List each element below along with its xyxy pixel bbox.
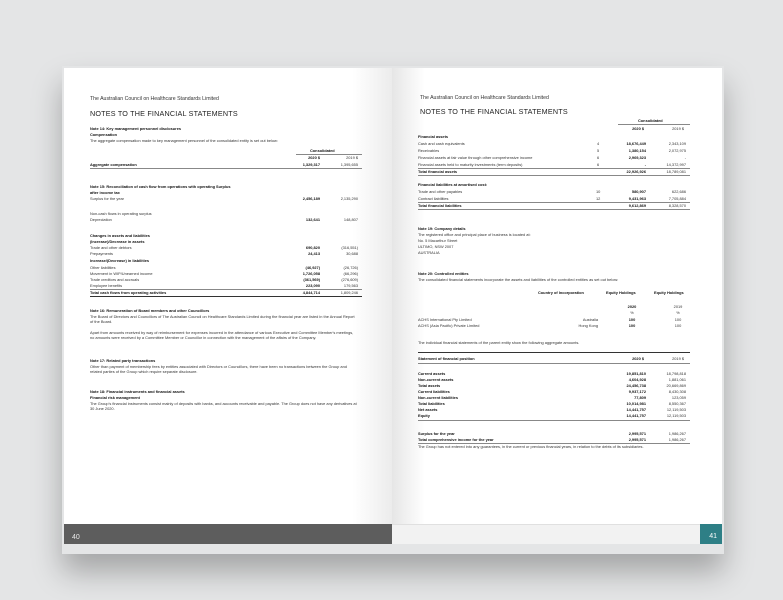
note14-y2020: 2020 $: [308, 155, 320, 160]
table-row-2020: -: [644, 162, 646, 167]
page-heading-left: NOTES TO THE FINANCIAL STATEMENTS: [90, 109, 238, 118]
org-name-left: The Australian Council on Healthcare Standards Limited: [90, 96, 219, 102]
table-row-label: Financial assets at fair value through other comprehensive income: [418, 155, 533, 160]
note14-sub: Compensation: [90, 132, 118, 137]
table-row-2020: 4,604,928: [628, 377, 646, 382]
table-row-label: Equity: [418, 413, 430, 418]
table-row-2020: 77,809: [634, 395, 646, 400]
table-row-2020: 24,456,738: [626, 383, 646, 388]
table-row-2019: 1,809,246: [340, 290, 358, 295]
table-row-2020: 18,676,449: [626, 141, 646, 146]
table-row-2020: 690,820: [305, 245, 320, 250]
table-row-2020: 2,969,323: [628, 155, 646, 160]
table-row-2019: 1,986,267: [668, 431, 686, 436]
note14-title: Note 14: Key management personnel disclosures: [90, 126, 182, 131]
divider: [90, 168, 362, 169]
controlled-entity-2019: 100: [674, 323, 682, 328]
note19-title: Note 19: Company details: [418, 226, 466, 231]
table-row-2020: 4,844,714: [302, 290, 320, 295]
table-row-2019: 1,986,267: [668, 437, 686, 442]
table-row-2019: -: [684, 155, 686, 160]
position-y2020: 2020 $: [632, 356, 644, 361]
table-row-2020: 9,612,869: [628, 203, 646, 208]
parent-entity-text: The individual financial statements of the parent entity show the following aggregate amounts.: [418, 340, 580, 345]
note20-col-eq-2019: Equity Holdings: [654, 290, 684, 295]
position-footer-text: The Group has not entered into any guarantees, in the current or previous financial years, in relation to the debts of its subsidiaries.: [418, 444, 644, 449]
table-row-2019: (26,726): [343, 265, 358, 270]
note17-p1: Other than payment of membership fees by entities associated with Directors or Councillors, there have been no transactions between the Group and related parties of the Group which require separate disclosure.: [90, 364, 347, 374]
table-row-2019: 8,328,570: [668, 203, 686, 208]
table-row-2020: 22,926,926: [626, 169, 646, 174]
divider: [418, 420, 690, 421]
table-row-2019: 18,798,818: [666, 371, 686, 376]
controlled-entity-2020: 100: [628, 317, 636, 322]
table-row-label: Current liabilities: [418, 389, 450, 394]
table-row-note: 6: [597, 162, 600, 167]
controlled-entity-country: Australia: [582, 317, 598, 322]
divider: [418, 175, 690, 176]
table-row-2019: 18,789,081: [666, 169, 686, 174]
note14-row-2019: 1,395,655: [340, 162, 358, 167]
table-row-2020: 9,431,963: [628, 196, 646, 201]
table-row-label: Depreciation: [90, 217, 112, 222]
table-row-label: Trade creditors and accruals: [90, 277, 140, 282]
controlled-entity-2020: 100: [628, 323, 636, 328]
divider: [90, 296, 362, 297]
table-row-label: Contract liabilities: [418, 196, 449, 201]
table-row-label: Employee benefits: [90, 283, 123, 288]
table-row-label: Movement in WIP/Unearned income: [90, 271, 153, 276]
table-row-label: Surplus for the year: [418, 431, 455, 436]
page-heading-right: NOTES TO THE FINANCIAL STATEMENTS: [420, 107, 568, 116]
table-row-2019: 14,372,997: [666, 162, 686, 167]
table-row-2019: 179,563: [343, 283, 358, 288]
note16-p1: The Board of Directors and Councillors of The Australian Council on Healthcare Standards Limited during the financial year are listed in the Annual Report of the Board.: [90, 314, 355, 324]
table-row-note: 5: [597, 148, 600, 153]
table-row-label: Other liabilities: [90, 265, 116, 270]
table-row-2019: 7,705,884: [668, 196, 686, 201]
position-title: Statement of financial position: [418, 356, 475, 361]
note19-line: ULTIMO, NSW 2007: [418, 244, 454, 249]
note18-sub: Financial risk management: [90, 395, 140, 400]
controlled-entity-name: ACHS (Asia Pacific) Private Limited: [418, 323, 480, 328]
note20-col-country: Country of Incorporation: [538, 290, 584, 295]
table-row-2019: (276,609): [341, 277, 358, 282]
right-page: [392, 68, 722, 544]
note20-y2019: 2019: [673, 304, 683, 309]
table-row-2020: (46,927): [305, 265, 320, 270]
fin-assets-title: Financial assets: [418, 134, 449, 139]
table-row-2020: 1,380,154: [628, 148, 646, 153]
table-row-2019: 622,686: [671, 189, 686, 194]
note20-title: Note 20: Controlled entities: [418, 271, 469, 276]
table-row-label: Increase/(Decrease) in liabilities: [90, 258, 150, 263]
table-row-2020: 19,851,810: [626, 371, 646, 376]
table-row-label: Total cash flows from operating activities: [90, 290, 167, 295]
divider: [418, 209, 690, 210]
footer-band-left: [64, 524, 392, 544]
table-row-2019: 1,881,061: [668, 377, 686, 382]
table-row-2019: 148,807: [343, 217, 358, 222]
controlled-entity-country: Hong Kong: [578, 323, 598, 328]
note20-pct: %: [630, 310, 634, 315]
note14-row-label: Aggregate compensation: [90, 162, 137, 167]
table-row-label: Receivables: [418, 148, 440, 153]
table-row-2019: 8,430,308: [668, 389, 686, 394]
table-row-2020: 2,995,571: [628, 431, 646, 436]
table-row-label: Non-current assets: [418, 377, 454, 382]
note16-title: Note 16: Remuneration of Board members and other Councillors: [90, 308, 210, 313]
note20-col-eq-2020: Equity Holdings: [606, 290, 636, 295]
table-row-2020: 14,441,757: [626, 407, 646, 412]
note20-y2020: 2020: [627, 304, 637, 309]
org-name-right: The Australian Council on Healthcare Standards Limited: [420, 95, 549, 101]
table-row-2019: 2,072,975: [668, 148, 686, 153]
table-row-label: Cash and cash equivalents: [418, 141, 465, 146]
table-row-label: (Increase)/Decrease in assets: [90, 239, 145, 244]
table-row-2019: (316,551): [341, 245, 358, 250]
table-row-label: Total comprehensive income for the year: [418, 437, 494, 442]
table-row-2020: 1,726,058: [302, 271, 320, 276]
page-number-tab: [700, 524, 722, 544]
note18-p1: The Group's financial instruments consist mainly of deposits with banks, and accounts receivable and payable. The Group does not have any derivatives at 30 June 2020.: [90, 401, 357, 411]
page-number-right: 41: [709, 533, 717, 540]
table-row-note: 12: [596, 196, 601, 201]
note18-title: Note 18: Financial instruments and financial assets: [90, 389, 185, 394]
table-row-2019: 123,059: [671, 395, 686, 400]
table-row-2020: 10,014,981: [626, 401, 646, 406]
table-row-2020: 223,090: [305, 283, 320, 288]
note15-title2: after income tax: [90, 190, 120, 195]
note19-line: No. 5 Macarthur Street: [418, 238, 458, 243]
divider: [418, 363, 690, 364]
note14-y2019: 2019 $: [346, 155, 358, 160]
table-row-label: Surplus for the year: [90, 196, 124, 201]
table-row-2020: 2,456,189: [302, 196, 320, 201]
footer-band-right: [392, 524, 722, 544]
table-row-label: Total financial liabilities: [418, 203, 462, 208]
table-row-2020: 14,441,757: [626, 413, 646, 418]
table-row-2019: 30,688: [346, 251, 358, 256]
controlled-entity-2019: 100: [674, 317, 682, 322]
table-row-2020: (361,569): [303, 277, 320, 282]
table-row-2019: 12,119,503: [666, 413, 686, 418]
note14-text: The aggregate compensation made to key management personnel of the consolidated entity is set out below:: [90, 138, 278, 143]
table-row-label: Total liabilities: [418, 401, 445, 406]
table-row-2020: 9,937,172: [628, 389, 646, 394]
table-row-note: 10: [596, 189, 601, 194]
table-row-2019: 12,119,503: [666, 407, 686, 412]
table-row-2019: (66,296): [343, 271, 358, 276]
table-row-2019: 8,550,367: [668, 401, 686, 406]
table-row-label: Current assets: [418, 371, 446, 376]
table-row-2020: 2,995,571: [628, 437, 646, 442]
table-row-2019: 20,669,869: [666, 383, 686, 388]
y2019-label: 2019 $: [672, 126, 684, 131]
fin-liab-title: Financial liabilities at amortised cost:: [418, 182, 488, 187]
table-row-label: Financial assets held to maturity investments (term deposits): [418, 162, 523, 167]
table-row-label: Trade and other payables: [418, 189, 463, 194]
table-row-label: Total financial assets: [418, 169, 458, 174]
table-row-label: Total assets: [418, 383, 441, 388]
note16-p2: Apart from amounts received by way of reimbursement for expenses incurred in the attendance of various Executive and Committee Member's meetings, no amounts were received by a Committee Member or Councillor in connection with the management of the affairs of the Company.: [90, 330, 354, 340]
table-row-label: Net assets: [418, 407, 438, 412]
note20-pct: %: [676, 310, 680, 315]
position-y2019: 2019 $: [672, 356, 684, 361]
note17-title: Note 17: Related party transactions: [90, 358, 156, 363]
left-page: [64, 68, 392, 544]
note15-title: Note 15: Reconciliation of cash flow from operations with operating Surplus: [90, 184, 231, 189]
table-row-label: Changes in assets and liabilities: [90, 233, 150, 238]
table-row-label: Trade and other debtors: [90, 245, 132, 250]
note19-line: AUSTRALIA: [418, 250, 440, 255]
table-row-note: 4: [597, 141, 600, 146]
consolidated-label: Consolidated: [638, 118, 663, 123]
note20-text: The consolidated financial statements incorporate the assets and liabilities of the controlled entities as set out below:: [418, 277, 619, 282]
table-row-2020: 580,907: [631, 189, 646, 194]
note19-line: The registered office and principal place of business is located at:: [418, 232, 531, 237]
note14-consolidated: Consolidated: [310, 148, 335, 153]
table-row-label: Non-current liabilities: [418, 395, 458, 400]
note14-row-2020: 1,329,317: [302, 162, 320, 167]
divider: [418, 352, 690, 353]
table-row-label: Non-cash flows in operating surplus: [90, 211, 152, 216]
table-row-note: 6: [597, 155, 600, 160]
y2020-label: 2020 $: [632, 126, 644, 131]
table-row-label: Prepayments: [90, 251, 113, 256]
page-number-left: 40: [72, 534, 80, 541]
controlled-entity-name: ACHS International Pty Limited: [418, 317, 472, 322]
table-row-2020: 24,413: [308, 251, 320, 256]
table-row-2019: 2,135,290: [340, 196, 358, 201]
divider: [618, 124, 690, 125]
table-row-2019: 2,343,109: [668, 141, 686, 146]
table-row-2020: 132,641: [305, 217, 320, 222]
